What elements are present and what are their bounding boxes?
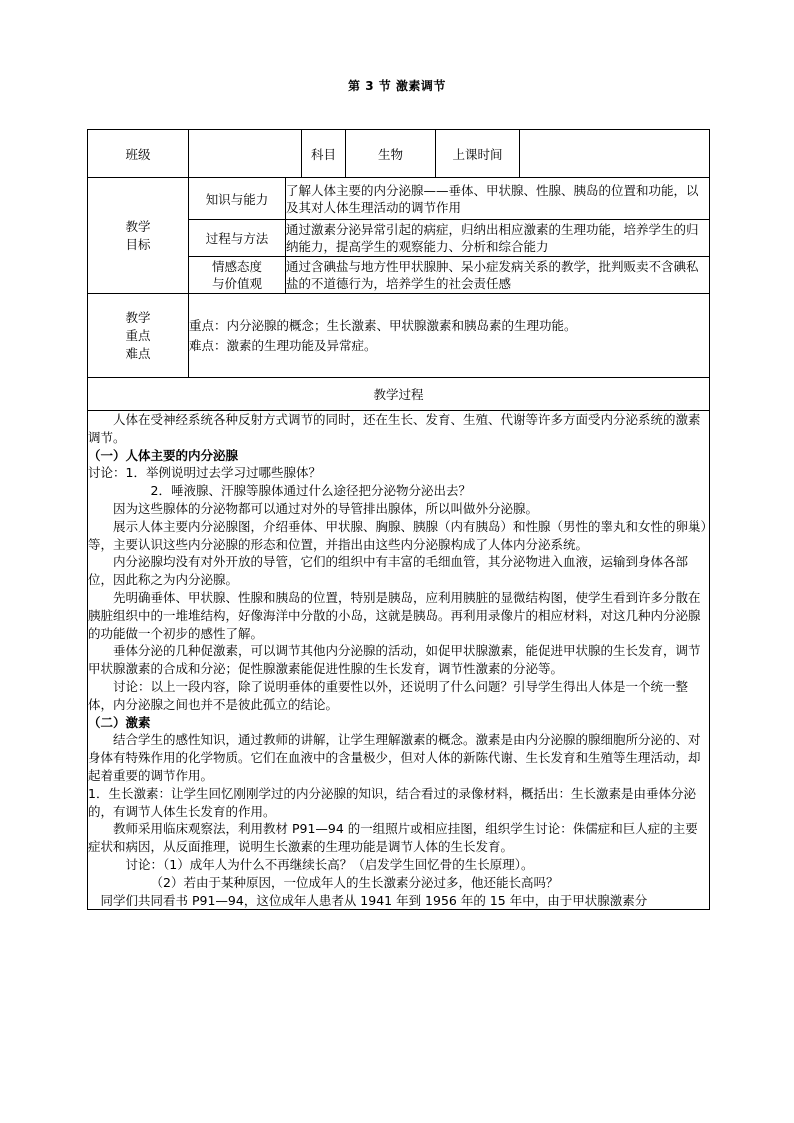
objectives-label: 教学 目标 [88,178,189,294]
process-header: 教学过程 [88,378,710,411]
objective-label-knowledge: 知识与能力 [189,178,286,220]
process-paragraph: 教师采用临床观察法，利用教材 P91—94 的一组照片或相应挂图，组织学生讨论：侏儒症和巨人症的主要症状和病因，从反面推理，说明生长激素的生理功能是调节人体的生长发育。 [88,821,698,855]
process-paragraph: 展示人体主要内分泌腺图，介绍垂体、甲状腺、胸腺、胰腺（内有胰岛）和性腺（男性的睾丸和女性的卵巢）等，主要认识这些内分泌腺的形态和位置，并指出由这些内分泌腺构成了人体内分泌系统。 [88,518,707,552]
process-paragraph: 内分泌腺均没有对外开放的导管，它们的组织中有丰富的毛细血管，其分泌物进入血液，运输到身体各部位，因此称之为内分泌腺。 [88,554,689,588]
subject-value: 生物 [346,130,436,178]
objective-row-knowledge [88,178,710,220]
process-body-row [88,411,710,910]
class-time-value [520,130,710,178]
objective-label-process: 过程与方法 [189,220,286,257]
objective-text-values: 通过含碘盐与地方性甲状腺肿、呆小症发病关系的教学，批判贩卖不含碘私盐的不道德行为，培养学生的社会责任感 [286,257,710,294]
objective-text-knowledge: 了解人体主要的内分泌腺——垂体、甲状腺、性腺、胰岛的位置和功能，以及其对人体生理活动的调节作用 [286,178,710,220]
key-difficulty-text: 难点：激素的生理功能及异常症。 [189,337,377,353]
lesson-plan-table [87,129,710,910]
process-paragraph: 人体在受神经系统各种反射方式调节的同时，还在生长、发育、生殖、代谢等许多方面受内分泌系统的激素调节。 [88,412,701,445]
class-value [189,130,302,178]
key-points-content [189,294,710,378]
process-paragraph: 1．生长激素：让学生回忆刚刚学过的内分泌腺的知识，结合看过的录像材料，概括出：生长激素是由垂体分泌的，有调节人体生长发育的作用。 [88,785,696,819]
class-label: 班级 [88,130,189,178]
key-points-row [88,294,710,378]
process-paragraph: 讨论：以上一段内容，除了说明垂体的重要性以外，还说明了什么问题？引导学生得出人体是一个统一整体，内分泌腺之间也并不是彼此孤立的结论。 [88,678,689,712]
process-paragraph: 因为这些腺体的分泌物都可以通过对外的导管排出腺体，所以叫做外分泌腺。 [113,500,539,516]
process-body [88,411,710,910]
objective-label-values: 情感态度 与价值观 [189,257,286,294]
page-title: 第 3 节 激素调节 [348,79,446,93]
process-paragraph: 同学们共同看书 P91—94，这位成年人患者从 1941 年到 1956 年的 15 年中，由于甲状腺激素分 [100,892,648,908]
process-paragraph: 2．唾液腺、汗腺等腺体通过什么途径把分泌物分泌出去？ [150,483,471,499]
class-time-label: 上课时间 [436,130,520,178]
process-paragraph: 结合学生的感性知识，通过教师的讲解，让学生理解激素的概念。激素是由内分泌腺的腺细胞所分泌的、对身体有特殊作用的化学物质。它们在血液中的含量极少，但对人体的新陈代谢、生长发育和生殖等生理活动，却起着重要的调节作用。 [88,732,701,783]
objective-text-process: 通过激素分泌异常引起的病症，归纳出相应激素的生理功能，培养学生的归纳能力，提高学生的观察能力、分析和综合能力 [286,220,710,257]
header-row [88,130,710,178]
process-paragraph: 先明确垂体、甲状腺、性腺和胰岛的位置，特别是胰岛，应利用胰脏的显微结构图，使学生看到许多分散在胰脏组织中的一堆堆结构，好像海洋中分散的小岛，这就是胰岛。再利用录像片的相应材料，对这几种内分泌腺的功能做一个初步的感性了解。 [88,589,701,641]
process-paragraph: （2）若由于某种原因，一位成年人的生长激素分泌过多，他还能长高吗？ [150,874,559,890]
section-heading-hormones: （二）激素 [88,714,151,730]
process-paragraph: 讨论：（1）成年人为什么不再继续长高？（启发学生回忆骨的生长原理）。 [125,856,534,872]
process-header-row [88,378,710,411]
key-points-label: 教学 重点 难点 [88,294,189,378]
subject-label: 科目 [302,130,346,178]
process-paragraph: 讨论：1．举例说明过去学习过哪些腺体？ [88,465,321,481]
process-paragraph: 垂体分泌的几种促激素，可以调节其他内分泌腺的活动，如促甲状腺激素，能促进甲状腺的生长发育，调节甲状腺激素的合成和分泌；促性腺激素能促进性腺的生长发育，调节性激素的分泌等。 [88,643,701,677]
key-focus-text: 重点：内分泌腺的概念；生长激素、甲状腺激素和胰岛素的生理功能。 [189,317,577,333]
section-heading-glands: （一）人体主要的内分泌腺 [88,447,239,463]
